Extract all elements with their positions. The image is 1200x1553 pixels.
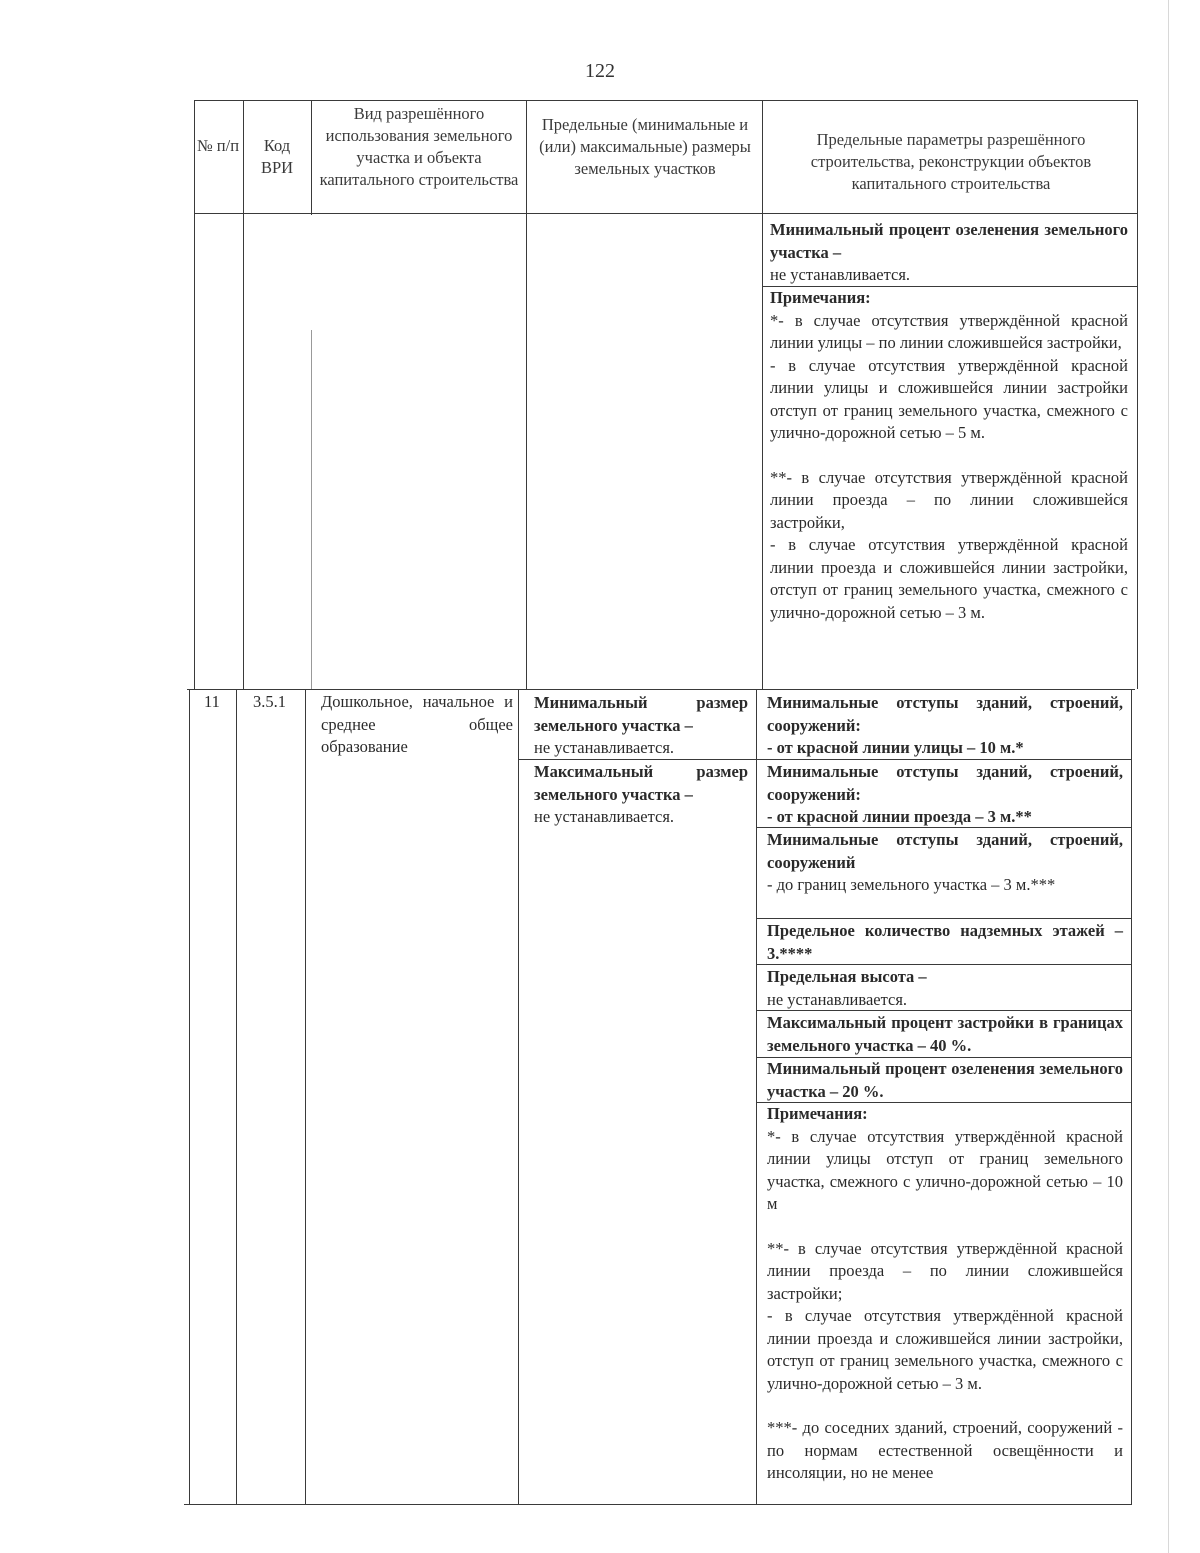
table-top-border	[194, 100, 1138, 101]
max-size-cell	[534, 761, 748, 829]
header-sizes: Предельные (минимальные и (или) максимальные) размеры земельных участков	[539, 115, 751, 178]
col-code-border-lower	[236, 689, 237, 1504]
floors-cell: Предельное количество надземных этажей – 3.****	[767, 921, 1123, 963]
max-size-title: Максимальный размер земельного участка –	[534, 762, 748, 804]
indent2-cell	[767, 761, 1123, 829]
max-size-value: не устанавливается.	[534, 807, 675, 826]
indent1-cell	[767, 692, 1123, 760]
note-gap-1	[767, 1216, 1123, 1238]
height-value: не устанавливается.	[767, 989, 908, 1009]
cont-greenery-value: не устанавливается.	[770, 265, 911, 284]
cont-notes-title: Примечания:	[770, 288, 871, 307]
note-3: - в случае отсутствия утверждённой красной линии проезда и сложившейся линии застройки, отступ от границ земельного участка, смежного с улично-дорожной сетью – 3 м.	[767, 1306, 1123, 1393]
col-sizes-border	[526, 100, 527, 689]
table-right-border-lower	[1131, 689, 1132, 1504]
indent2-value: - от красной линии проезда – 3 м.**	[767, 807, 1032, 826]
table-left-border	[194, 100, 195, 689]
table-left-border-lower	[189, 689, 190, 1504]
page-number: 122	[585, 60, 615, 82]
indent1-title: Минимальные отступы зданий, строений, сооружений:	[767, 693, 1123, 735]
note-4: ***- до соседних зданий, строений, сооружений - по нормам естественной освещённости и инсоляции, но не менее	[767, 1418, 1123, 1482]
indent3-title: Минимальные отступы зданий, строений, сооружений	[767, 830, 1123, 872]
cont-greenery-title: Минимальный процент озеленения земельного участка –	[770, 220, 1128, 262]
row11-top-border	[187, 689, 1135, 690]
note-2: **- в случае отсутствия утверждённой красной линии проезда – по линии сложившейся застройки;	[767, 1238, 1123, 1303]
table-right-border	[1137, 100, 1138, 689]
table-bottom-border	[184, 1504, 1132, 1505]
greenery-cell: Минимальный процент озеленения земельного участка – 20 %.	[767, 1059, 1123, 1101]
cont-note-4: - в случае отсутствия утверждённой красной линии проезда и сложившейся линии застройки, отступ от границ земельного участка, смежного с улично-дорожной сетью – 3 м.	[770, 535, 1128, 622]
indent3-cell	[767, 829, 1123, 897]
height-title: Предельная высота –	[767, 967, 927, 986]
indent1-value: - от красной линии улицы – 10 м.*	[767, 738, 1024, 757]
cont-note-3: **- в случае отсутствия утверждённой красной линии проезда – по линии сложившейся застройки,	[770, 467, 1128, 532]
note-gap-2	[767, 1395, 1123, 1417]
coverage-cell: Максимальный процент застройки в границах земельного участка – 40 %.	[767, 1013, 1123, 1055]
row11-num: 11	[204, 692, 220, 711]
col-params-border	[762, 100, 763, 689]
row11-use: Дошкольное, начальное и среднее общее образование	[321, 692, 513, 756]
col-use-border	[311, 100, 312, 215]
header-bottom-border	[194, 213, 1138, 214]
cont-note-2: - в случае отсутствия утверждённой красной линии улицы и сложившейся линии застройки отступ от границ земельного участка, смежного с улично-дорожной сетью – 5 м.	[770, 355, 1128, 442]
indent2-title: Минимальные отступы зданий, строений, сооружений:	[767, 762, 1123, 804]
min-size-title: Минимальный размер земельного участка –	[534, 693, 748, 735]
indent3-value: - до границ земельного участка – 3 м.***	[767, 875, 1056, 894]
scan-edge	[1168, 0, 1169, 1553]
col-code-border	[243, 100, 244, 689]
col-params-border-lower	[756, 689, 757, 1504]
notes-title: Примечания:	[767, 1104, 868, 1123]
row11-code: 3.5.1	[253, 692, 286, 711]
header-num: № п/п	[196, 136, 240, 155]
note-1: *- в случае отсутствия утверждённой красной линии улицы отступ от границ земельного участка, смежного с улично-дорожной сетью – 10 м	[767, 1126, 1123, 1213]
col-use-border-faint	[311, 330, 312, 689]
cont-note-1: *- в случае отсутствия утверждённой красной линии улицы – по линии сложившейся застройки,	[770, 310, 1128, 352]
cont-notes-cell	[770, 287, 1128, 624]
indent3-border	[756, 918, 1132, 919]
min-size-cell	[534, 692, 748, 760]
cont-note-gap	[770, 445, 1128, 467]
header-params: Предельные параметры разрешённого строительства, реконструкции объектов капитального строительства	[810, 130, 1092, 193]
header-code: Код ВРИ	[260, 136, 294, 177]
height-cell	[767, 966, 1123, 1011]
cont-greenery-cell	[770, 219, 1128, 287]
col-sizes-border-lower	[518, 689, 519, 1504]
notes-cell	[767, 1103, 1123, 1485]
min-size-value: не устанавливается.	[534, 738, 675, 757]
col-use-border-lower	[305, 689, 306, 1504]
header-use: Вид разрешённого использования земельного участка и объекта капитального строительства	[319, 104, 519, 189]
